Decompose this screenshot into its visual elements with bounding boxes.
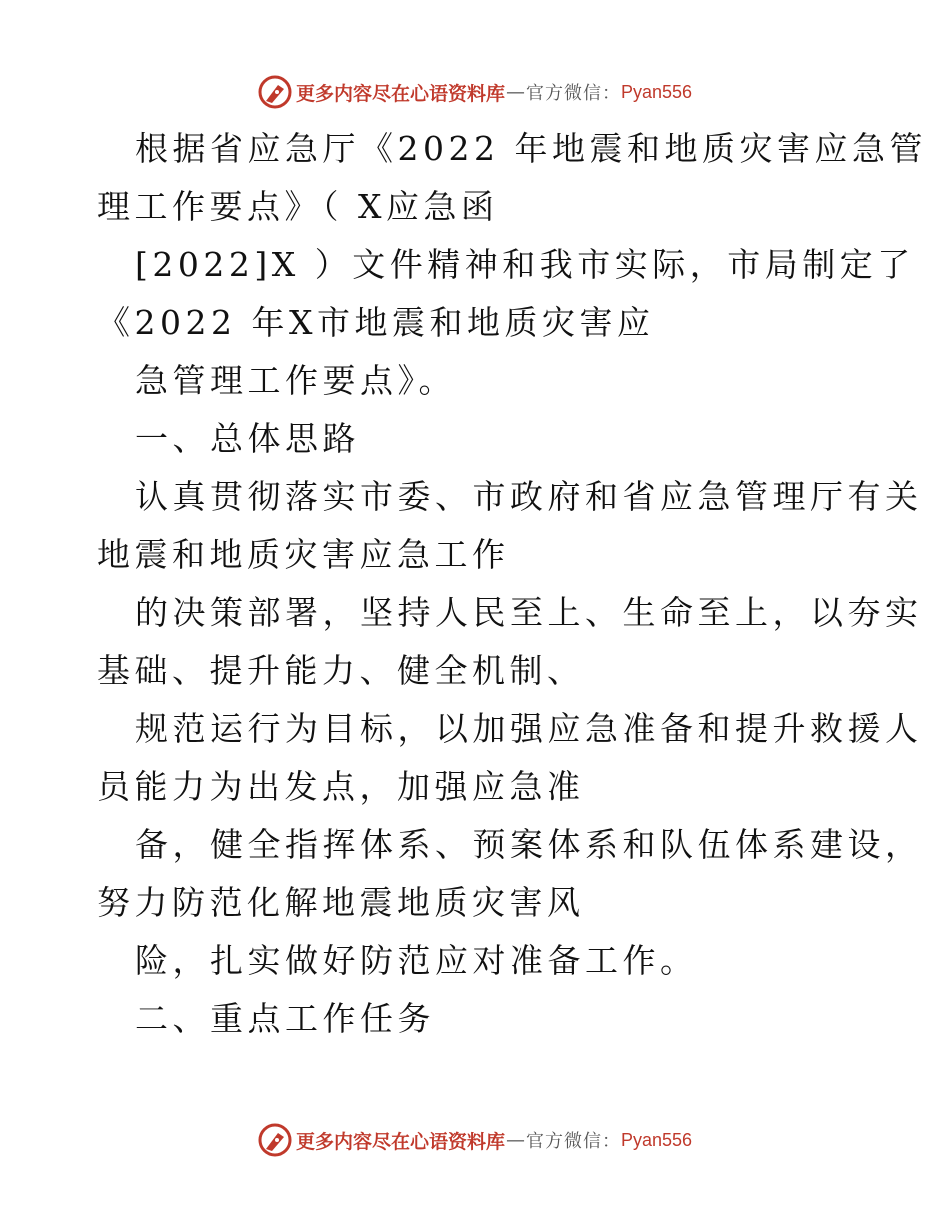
body-line-11: 规范运行为目标，以加强应急准备和提升救援人 [135, 709, 923, 748]
section-heading-2: 二、重点工作任务 [135, 999, 435, 1038]
body-line-8: 地震和地质灾害应急工作 [97, 535, 510, 574]
footer-brand-text: 更多内容尽在心语资料库 [295, 1130, 505, 1153]
body-line-3: [2022]X ）文件精神和我市实际，市局制定了 [135, 245, 915, 284]
header-brand-text: 更多内容尽在心语资料库 [295, 82, 505, 105]
header-banner [0, 72, 950, 112]
body-line-2: 理工作要点》（ X应急函 [97, 187, 499, 226]
body-line-9: 的决策部署，坚持人民至上、生命至上，以夯实 [135, 593, 923, 632]
section-heading-1: 一、总体思路 [135, 419, 360, 458]
body-line-14: 努力防范化解地震地质灾害风 [97, 883, 585, 922]
body-line-7: 认真贯彻落实市委、市政府和省应急管理厅有关 [135, 477, 923, 516]
body-line-10: 基础、提升能力、健全机制、 [97, 651, 585, 690]
body-line-1: 根据省应急厅《2022 年地震和地质灾害应急管 [135, 129, 927, 168]
header-dash: — [505, 81, 525, 103]
footer-dash: — [505, 1129, 525, 1151]
body-line-12: 员能力为出发点，加强应急准 [97, 767, 585, 806]
pen-nib-logo-icon [258, 75, 292, 109]
header-wechat-id: Pyan556 [620, 81, 693, 102]
footer-wechat-id: Pyan556 [620, 1129, 693, 1150]
pen-nib-logo-icon [258, 1123, 292, 1157]
body-line-4: 《2022 年X市地震和地质灾害应 [97, 303, 655, 342]
footer-banner [0, 1120, 950, 1160]
body-line-15: 险，扎实做好防范应对准备工作。 [135, 941, 698, 980]
body-line-13: 备，健全指挥体系、预案体系和队伍体系建设， [135, 825, 923, 864]
header-official-label: 官方微信： [525, 83, 621, 104]
body-line-5: 急管理工作要点》。 [135, 361, 456, 400]
footer-official-label: 官方微信： [525, 1131, 621, 1152]
